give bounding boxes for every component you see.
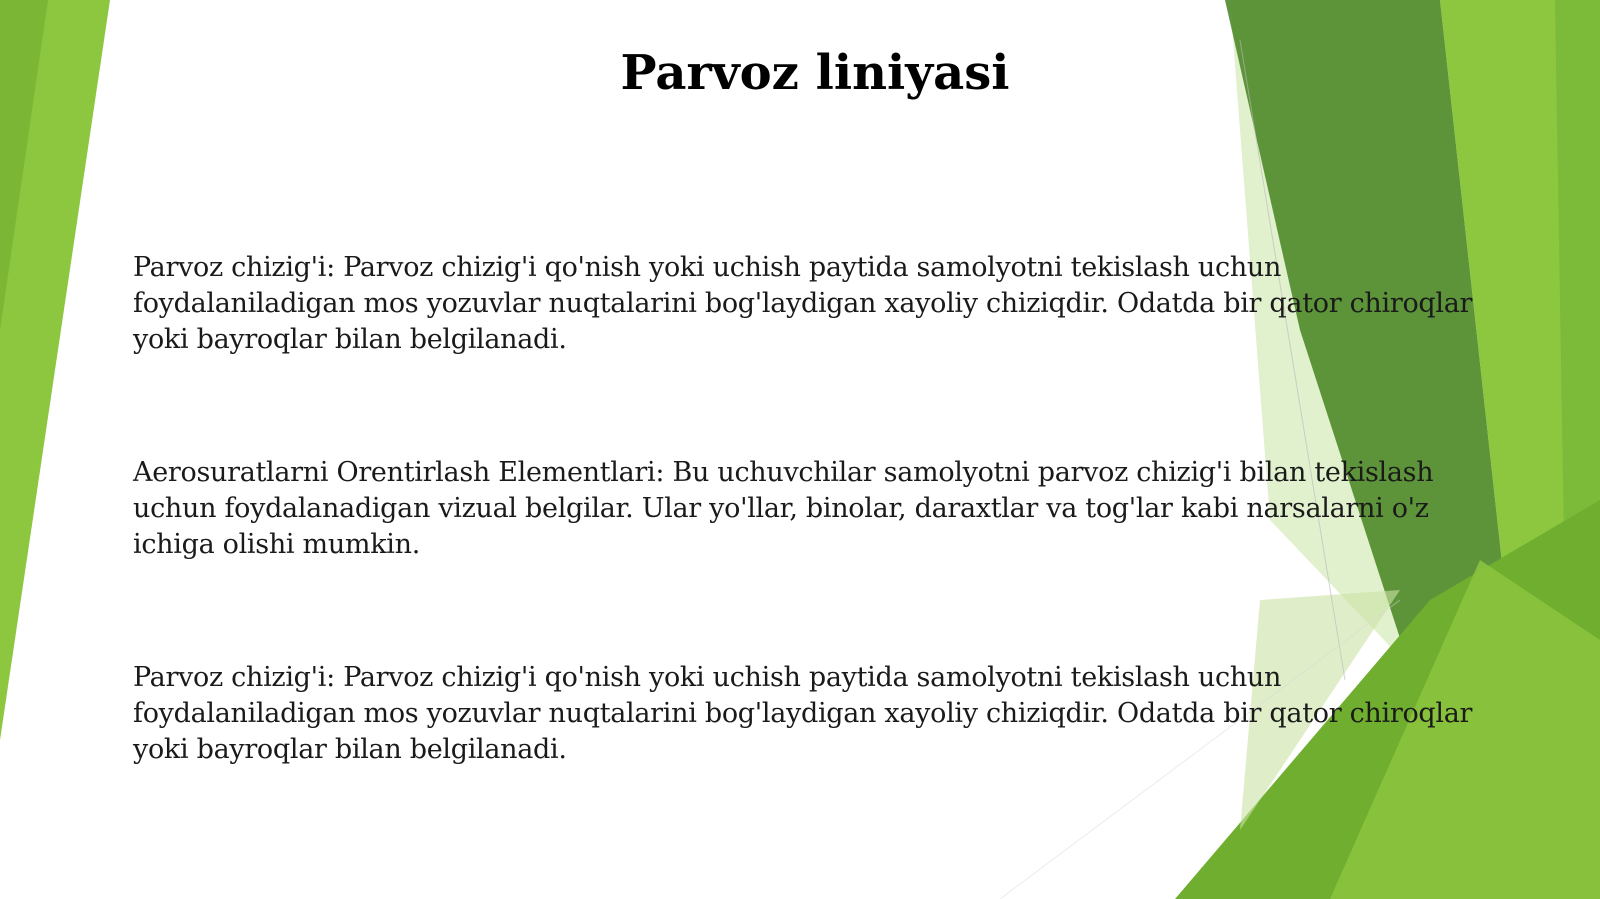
- paragraph-2: Aerosuratlarni Orentirlash Elementlari: Bu uchuvchilar samolyotni parvoz chizig'i bilan tekislash uchun foydalanadigan vizual belgilar. Ular yo'llar, binolar, daraxtlar va tog'lar kabi narsalarni o'z ichiga olishi mumkin.: [133, 457, 1434, 560]
- slide-body: [133, 250, 1473, 768]
- paragraph-3: Parvoz chizig'i: Parvoz chizig'i qo'nish yoki uchish paytida samolyotni tekislash uchun foydalaniladigan mos yozuvlar nuqtalarini bog'laydigan xayoliy chiziqdir. Odatda bir qator chiroqlar yoki bayroqlar bilan belgilanadi.: [133, 662, 1473, 765]
- slide-title: Parvoz liniyasi: [620, 45, 1010, 101]
- paragraph-1: Parvoz chizig'i: Parvoz chizig'i qo'nish yoki uchish paytida samolyotni tekislash uchun foydalaniladigan mos yozuvlar nuqtalarini bog'laydigan xayoliy chiziqdir. Odatda bir qator chiroqlar yoki bayroqlar bilan belgilanadi.: [133, 252, 1473, 355]
